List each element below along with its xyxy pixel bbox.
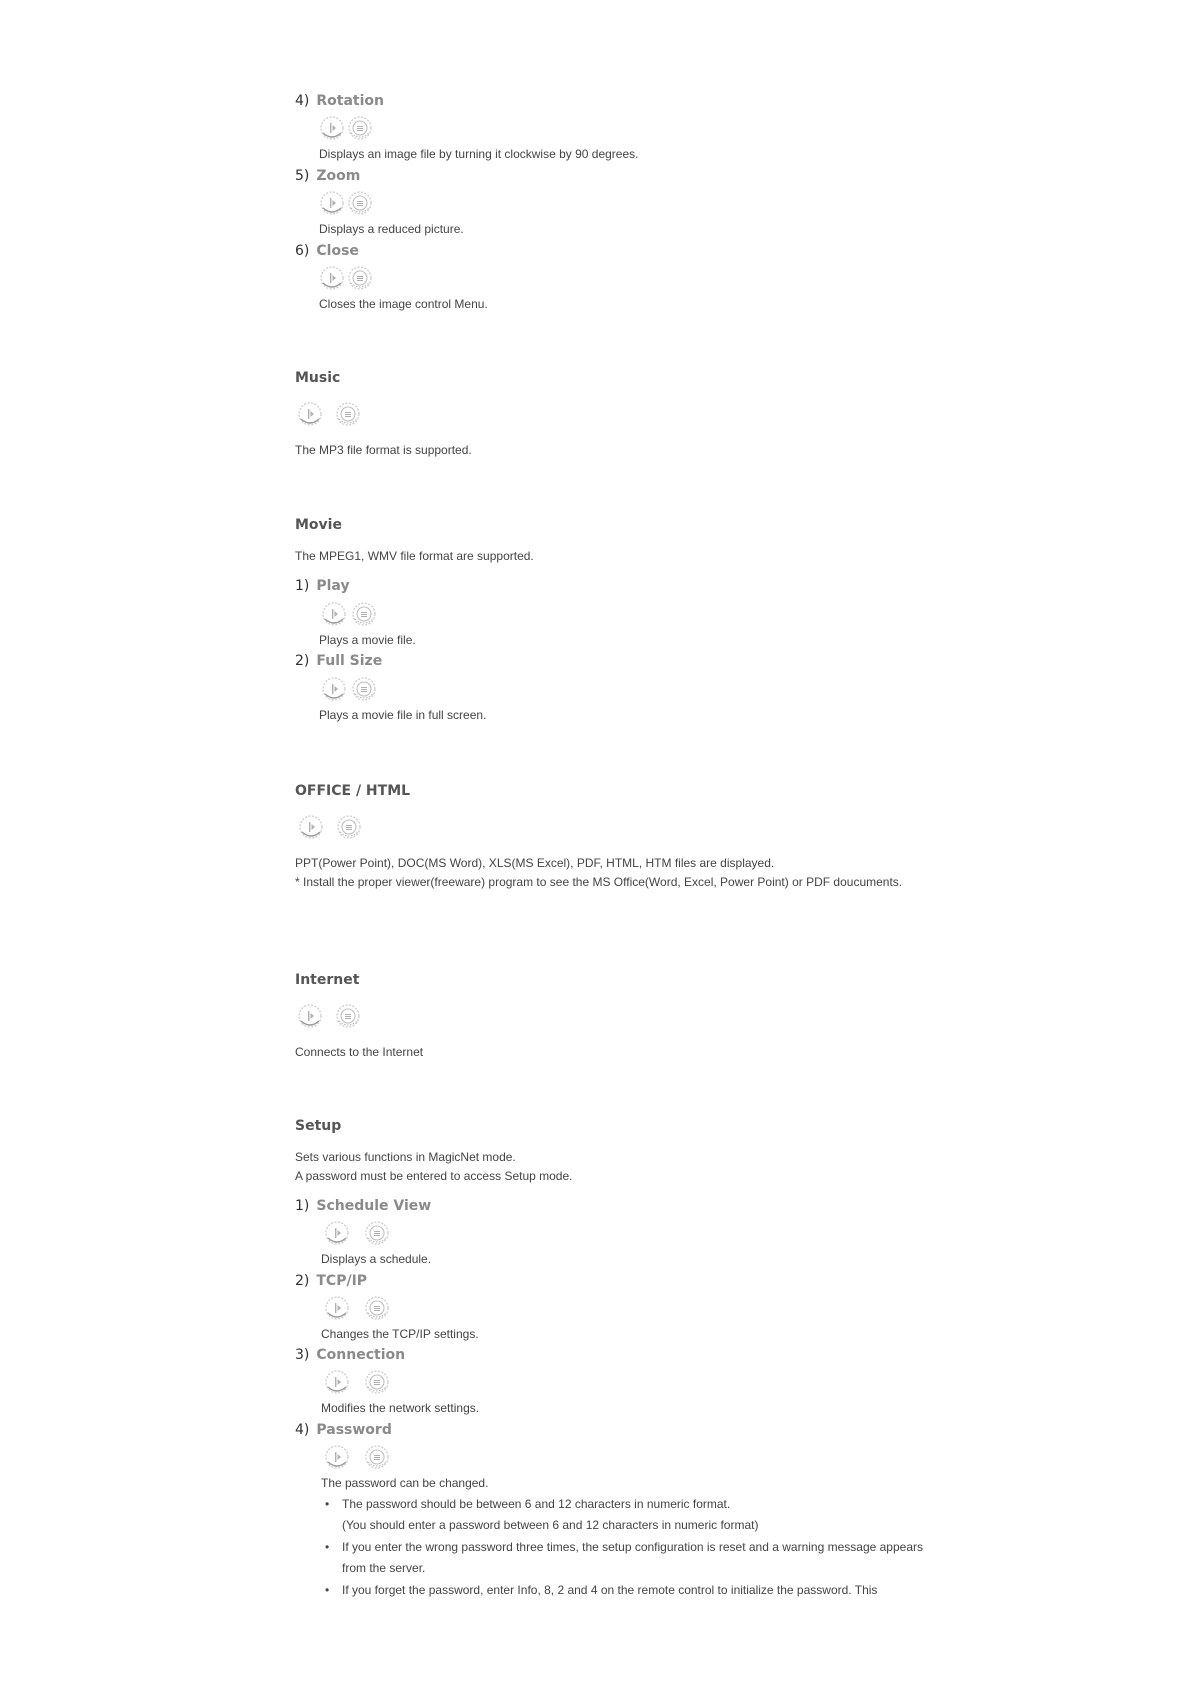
remote-menu-icon [364, 1295, 390, 1321]
remote-play-icon [297, 1003, 323, 1029]
remote-play-icon [297, 401, 323, 427]
section-heading-music: Music [295, 370, 341, 386]
section-intro: The MPEG1, WMV file format are supported. [295, 549, 534, 563]
remote-menu-icon [347, 265, 373, 291]
item-number: 2) [295, 653, 310, 669]
bullet-text: If you enter the wrong password three times, the setup configuration is reset and a warning message appears from the server. [342, 1540, 923, 1575]
item-title: Rotation [316, 93, 384, 109]
bullet-text: If you forget the password, enter Info, 8, 2 and 4 on the remote control to initialize the password. This [342, 1583, 878, 1597]
remote-buttons [319, 115, 379, 141]
remote-menu-icon [364, 1369, 390, 1395]
section-heading-movie: Movie [295, 517, 342, 533]
remote-buttons [324, 1220, 384, 1246]
remote-menu-icon [347, 115, 373, 141]
item-title: Close [316, 243, 359, 259]
section-description: Connects to the Internet [295, 1045, 424, 1059]
remote-play-icon [319, 265, 345, 291]
item-title: Zoom [316, 168, 361, 184]
remote-play-icon [321, 601, 347, 627]
item-number: 2) [295, 1273, 310, 1289]
remote-menu-icon [336, 814, 362, 840]
remote-buttons [321, 601, 381, 627]
section-heading-setup: Setup [295, 1118, 342, 1134]
remote-buttons [321, 676, 381, 702]
bullet-mark: • [325, 1583, 330, 1597]
remote-play-icon [319, 115, 345, 141]
item-description: Modifies the network settings. [321, 1401, 480, 1415]
item-play [295, 578, 350, 594]
section-heading-office: OFFICE / HTML [295, 783, 411, 799]
remote-menu-icon [347, 190, 373, 216]
bullet-mark: • [325, 1540, 330, 1554]
item-title: TCP/IP [316, 1273, 368, 1289]
item-title: Full Size [316, 653, 383, 669]
item-number: 6) [295, 243, 310, 259]
remote-menu-icon [335, 401, 361, 427]
remote-menu-icon [364, 1220, 390, 1246]
item-connection [295, 1347, 405, 1363]
remote-play-icon [319, 190, 345, 216]
item-title: Play [316, 578, 350, 594]
section-intro: Sets various functions in MagicNet mode. [295, 1150, 516, 1164]
bullet-text: The password should be between 6 and 12 characters in numeric format. [342, 1497, 731, 1511]
item-number: 1) [295, 1198, 310, 1214]
item-description: Displays a schedule. [321, 1252, 432, 1266]
remote-menu-icon [364, 1444, 390, 1470]
remote-play-icon [298, 814, 324, 840]
item-title: Connection [316, 1347, 406, 1363]
item-password [295, 1422, 392, 1438]
item-description: Closes the image control Menu. [319, 297, 488, 311]
item-title: Schedule View [316, 1198, 432, 1214]
section-description: PPT(Power Point), DOC(MS Word), XLS(MS Excel), PDF, HTML, HTM files are displayed. [295, 856, 775, 870]
item-description: Plays a movie file in full screen. [319, 708, 487, 722]
section-note: * Install the proper viewer(freeware) program to see the MS Office(Word, Excel, Power Point) or PDF doucuments. [295, 875, 903, 889]
item-schedule-view [295, 1198, 431, 1214]
remote-menu-icon [335, 1003, 361, 1029]
section-intro: A password must be entered to access Setup mode. [295, 1169, 573, 1183]
remote-buttons [298, 814, 358, 840]
remote-buttons [324, 1444, 384, 1470]
remote-play-icon [324, 1369, 350, 1395]
section-heading-internet: Internet [295, 972, 360, 988]
item-description: Changes the TCP/IP settings. [321, 1327, 479, 1341]
remote-play-icon [324, 1220, 350, 1246]
remote-play-icon [321, 676, 347, 702]
item-close [295, 243, 359, 259]
remote-buttons [297, 1003, 357, 1029]
remote-menu-icon [351, 601, 377, 627]
remote-buttons [319, 190, 379, 216]
remote-buttons [324, 1295, 384, 1321]
item-number: 5) [295, 168, 310, 184]
item-description: Displays an image file by turning it clockwise by 90 degrees. [319, 147, 639, 161]
item-number: 4) [295, 1422, 310, 1438]
item-number: 1) [295, 578, 310, 594]
bullet-mark: • [325, 1497, 330, 1511]
item-tcp-ip [295, 1273, 367, 1289]
remote-buttons [319, 265, 379, 291]
item-rotation [295, 93, 384, 109]
item-description: Displays a reduced picture. [319, 222, 464, 236]
remote-play-icon [324, 1295, 350, 1321]
remote-menu-icon [351, 676, 377, 702]
item-description: The password can be changed. [321, 1476, 489, 1490]
remote-buttons [297, 401, 357, 427]
item-description: Plays a movie file. [319, 633, 416, 647]
item-full-size [295, 653, 382, 669]
item-number: 4) [295, 93, 310, 109]
item-number: 3) [295, 1347, 310, 1363]
item-title: Password [316, 1422, 392, 1438]
remote-play-icon [324, 1444, 350, 1470]
bullet-text: (You should enter a password between 6 and 12 characters in numeric format) [342, 1518, 759, 1532]
item-zoom [295, 168, 360, 184]
remote-buttons [324, 1369, 384, 1395]
section-description: The MP3 file format is supported. [295, 443, 472, 457]
